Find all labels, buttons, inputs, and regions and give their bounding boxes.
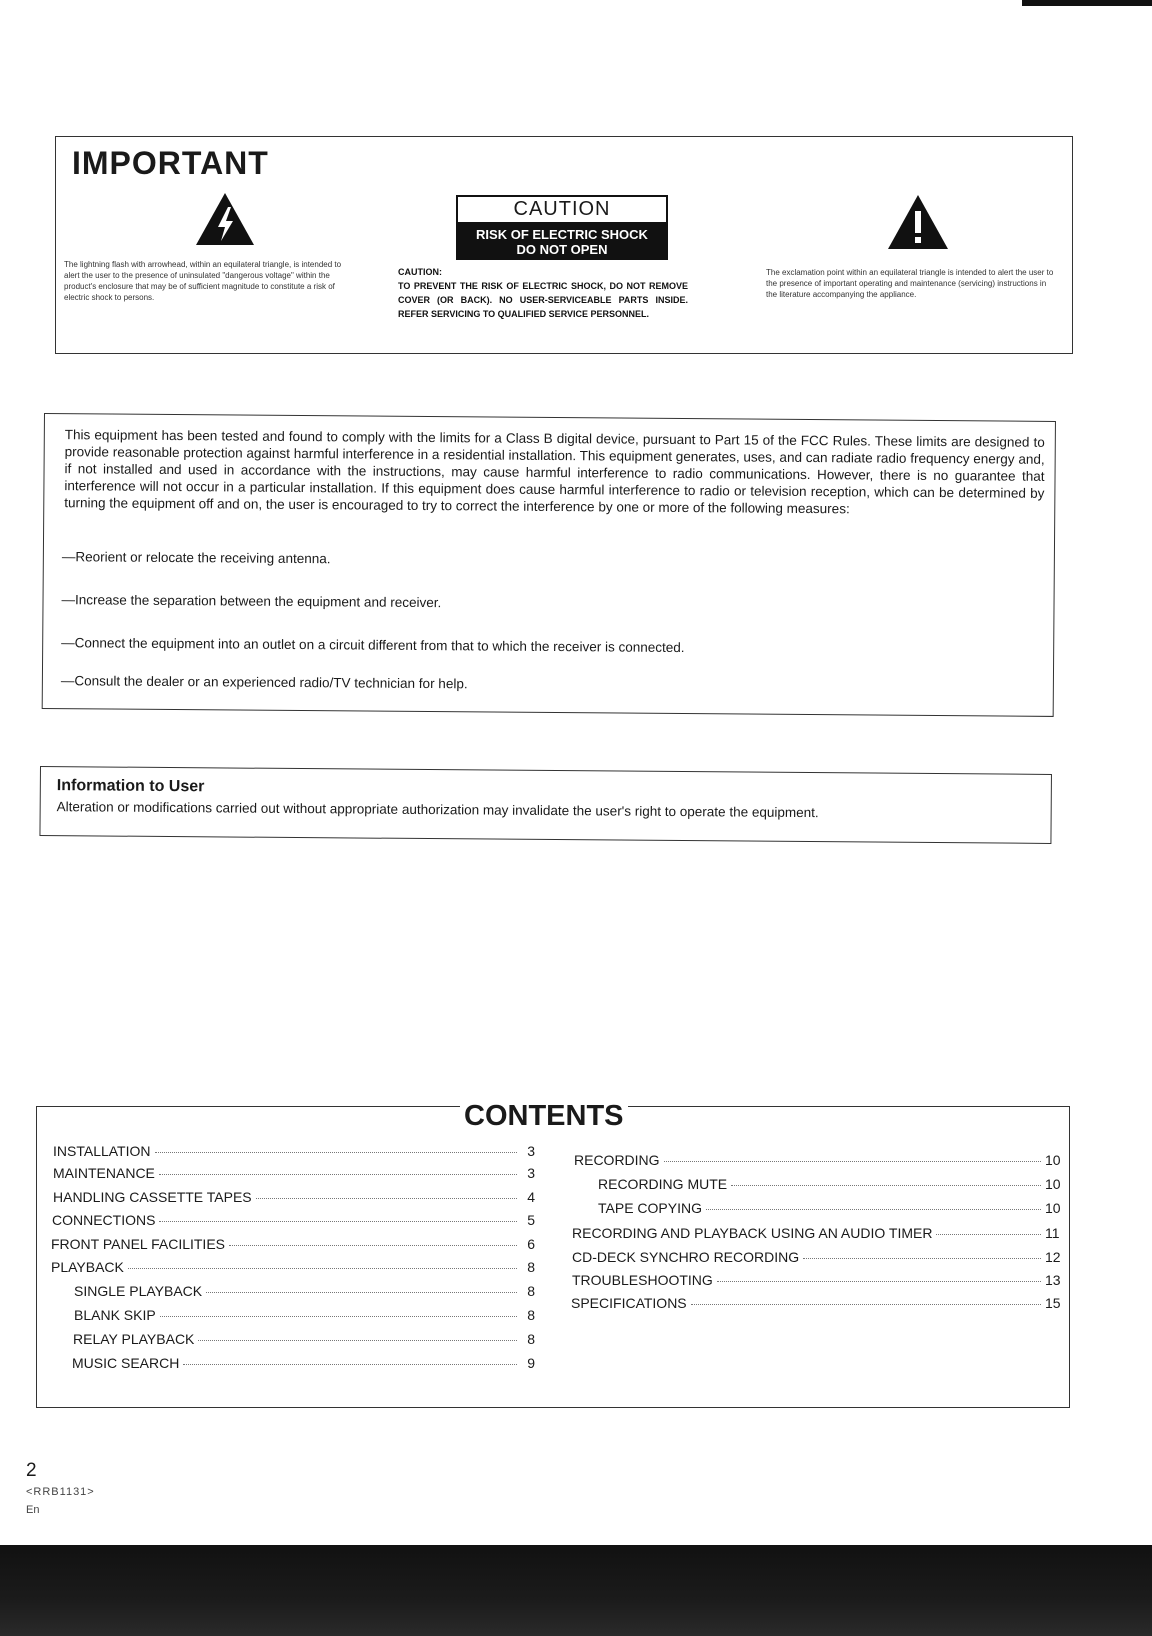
toc-entry[interactable] [53, 1143, 535, 1159]
lightning-warning-icon [194, 191, 256, 247]
toc-page: 10 [1045, 1152, 1061, 1168]
toc-label: RELAY PLAYBACK [73, 1331, 195, 1347]
toc-leader [706, 1209, 1041, 1210]
toc-entry[interactable] [574, 1152, 1059, 1168]
caution-label-warning [456, 224, 668, 260]
toc-label: FRONT PANEL FACILITIES [51, 1236, 226, 1252]
toc-page: 10 [1045, 1176, 1061, 1192]
toc-label: PLAYBACK [51, 1259, 124, 1275]
toc-label: SINGLE PLAYBACK [74, 1283, 203, 1299]
caution-label-line1: RISK OF ELECTRIC SHOCK [476, 227, 648, 242]
toc-page: 8 [527, 1283, 535, 1299]
toc-page: 15 [1045, 1295, 1061, 1311]
toc-label: RECORDING MUTE [598, 1176, 728, 1192]
toc-leader [936, 1234, 1041, 1235]
exclamation-warning-icon [886, 193, 950, 251]
toc-entry[interactable] [572, 1249, 1059, 1265]
toc-entry[interactable] [572, 1225, 1059, 1241]
toc-label: RECORDING AND PLAYBACK USING AN AUDIO TIMER [572, 1225, 933, 1241]
fcc-measure: —Increase the separation between the equipment and receiver. [61, 592, 442, 611]
fcc-paragraph: This equipment has been tested and found to comply with the limits for a Class B digital device, pursuant to Part 15 of the FCC Rules. These limits are designed to provide reasonable protection against harmful interference in a residential installation. This equipment generates, uses, and can radiate radio frequency energy and, if not installed and used in accordance with the instructions, may cause harmful interference to radio communications. However, there is no guarantee that interference will not occur in a particular installation. If this equipment does cause harmful interference to radio or television reception, which can be determined by turning the equipment off and on, the user is encouraged to try to correct the interference by one or more of the following measures: [64, 427, 1045, 517]
important-title: IMPORTANT [72, 145, 269, 181]
toc-leader [691, 1304, 1041, 1305]
toc-leader [717, 1281, 1041, 1282]
toc-entry[interactable] [51, 1236, 535, 1252]
language-code: En [26, 1504, 40, 1516]
toc-leader [803, 1258, 1041, 1259]
toc-entry[interactable] [74, 1307, 535, 1323]
caution-note [398, 265, 688, 321]
toc-entry[interactable] [72, 1355, 535, 1371]
toc-entry[interactable] [53, 1189, 535, 1205]
toc-label: RECORDING [574, 1152, 660, 1168]
toc-page: 10 [1045, 1200, 1061, 1216]
toc-leader [183, 1364, 517, 1365]
toc-label: SPECIFICATIONS [571, 1295, 687, 1311]
fcc-measure: —Consult the dealer or an experienced radio/TV technician for help. [60, 673, 468, 692]
toc-page: 6 [527, 1236, 535, 1252]
important-box [55, 136, 1073, 354]
caution-label-line2: DO NOT OPEN [516, 242, 608, 257]
page-number: 2 [26, 1460, 37, 1481]
caution-heading: CAUTION: [398, 267, 442, 277]
scan-bottom-band [0, 1545, 1152, 1636]
toc-page: 13 [1045, 1272, 1061, 1288]
toc-leader [159, 1174, 517, 1175]
exclamation-note: The exclamation point within an equilateral triangle is intended to alert the user to the presence of important operating and maintenance (servicing) instructions in the literature accompanying the appliance. [766, 268, 1054, 299]
toc-label: MAINTENANCE [53, 1165, 155, 1181]
caution-label [456, 195, 668, 260]
toc-label: TROUBLESHOOTING [572, 1272, 713, 1288]
toc-entry[interactable] [51, 1259, 535, 1275]
toc-leader [664, 1161, 1041, 1162]
toc-page: 3 [527, 1143, 535, 1159]
document-code: <RRB1131> [26, 1486, 95, 1498]
toc-entry[interactable] [572, 1272, 1059, 1288]
contents-title: CONTENTS [460, 1100, 628, 1133]
toc-leader [155, 1152, 517, 1153]
toc-entry[interactable] [74, 1283, 535, 1299]
lightning-note: The lightning flash with arrowhead, within an equilateral triangle, is intended to alert the user to the presence of uninsulated "dangerous voltage" within the product's enclosure that may be of sufficient magnitude to constitute a risk of electric shock to persons. [64, 260, 342, 302]
toc-page: 4 [527, 1189, 535, 1205]
toc-label: HANDLING CASSETTE TAPES [53, 1189, 252, 1205]
toc-label: CONNECTIONS [52, 1212, 156, 1228]
toc-label: INSTALLATION [53, 1143, 151, 1159]
toc-entry[interactable] [571, 1295, 1059, 1311]
toc-page: 3 [527, 1165, 535, 1181]
toc-leader [198, 1340, 517, 1341]
caution-label-title: CAUTION [456, 195, 668, 224]
toc-entry[interactable] [53, 1165, 535, 1181]
toc-entry[interactable] [598, 1176, 1059, 1192]
scan-edge [1022, 0, 1152, 6]
toc-page: 8 [527, 1331, 535, 1347]
toc-page: 12 [1045, 1249, 1061, 1265]
toc-leader [229, 1245, 517, 1246]
toc-leader [206, 1292, 517, 1293]
toc-leader [256, 1198, 517, 1199]
toc-leader [128, 1268, 517, 1269]
toc-leader [160, 1316, 517, 1317]
toc-page: 5 [527, 1212, 535, 1228]
fcc-notice-box [42, 413, 1056, 717]
toc-leader [159, 1221, 517, 1222]
toc-leader [731, 1185, 1041, 1186]
caution-body: TO PREVENT THE RISK OF ELECTRIC SHOCK, DO NOT REMOVE COVER (OR BACK). NO USER-SERVICEABLE PARTS INSIDE. REFER SERVICING TO QUALIFIED SERVICE PERSONNEL. [398, 281, 688, 319]
toc-entry[interactable] [52, 1212, 535, 1228]
info-heading: Information to User [56, 777, 205, 796]
toc-label: BLANK SKIP [74, 1307, 156, 1323]
toc-page: 8 [527, 1259, 535, 1275]
toc-label: CD-DECK SYNCHRO RECORDING [572, 1249, 800, 1265]
toc-page: 9 [527, 1355, 535, 1371]
toc-label: MUSIC SEARCH [72, 1355, 180, 1371]
toc-entry[interactable] [598, 1200, 1059, 1216]
info-box [39, 766, 1052, 844]
info-text: Alteration or modifications carried out without appropriate authorization may invalidate the user's right to operate the equipment. [56, 799, 819, 821]
fcc-measure: —Connect the equipment into an outlet on a circuit different from that to which the receiver is connected. [61, 635, 685, 656]
toc-entry[interactable] [73, 1331, 535, 1347]
fcc-measure: —Reorient or relocate the receiving antenna. [61, 549, 331, 567]
toc-page: 11 [1045, 1225, 1060, 1241]
toc-label: TAPE COPYING [598, 1200, 702, 1216]
toc-page: 8 [527, 1307, 535, 1323]
